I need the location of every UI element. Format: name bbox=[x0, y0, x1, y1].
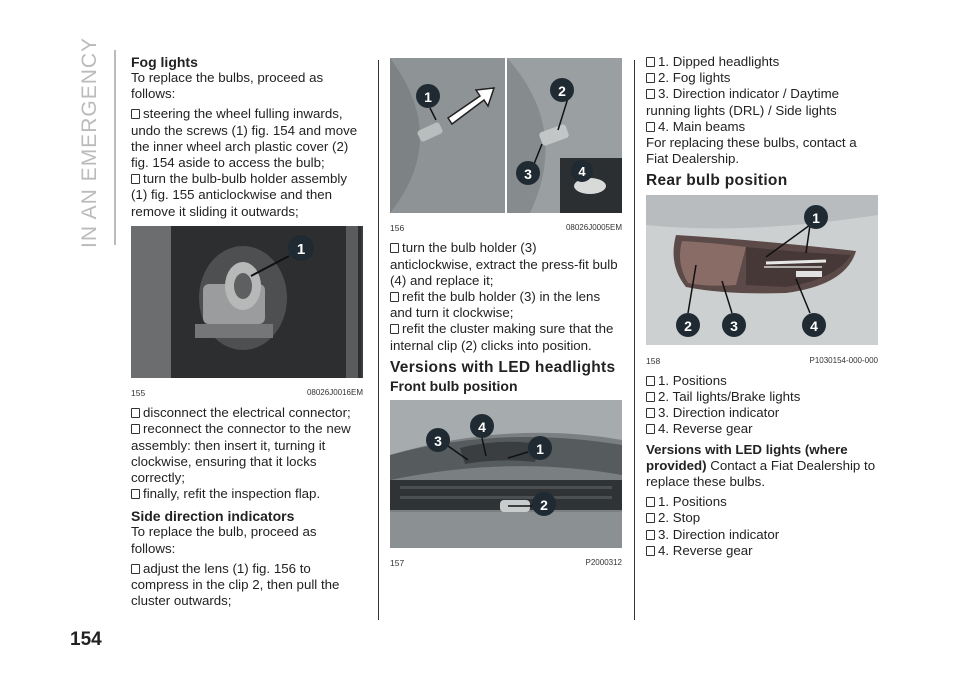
callout-2: 2 bbox=[558, 83, 566, 99]
figure-code: 08026J0005EM bbox=[565, 223, 622, 233]
side-divider bbox=[114, 50, 116, 245]
figure-158 bbox=[646, 195, 878, 368]
callout-4: 4 bbox=[478, 418, 486, 435]
side-indicators-heading: Side direction indicators bbox=[131, 508, 295, 525]
bullet-icon bbox=[646, 122, 655, 132]
figure-number: 158 bbox=[646, 355, 661, 366]
bullet-icon bbox=[390, 243, 399, 253]
bullet-icon bbox=[131, 174, 140, 184]
figure-157 bbox=[390, 400, 622, 571]
bullet-icon bbox=[646, 392, 655, 402]
section-title-text: IN AN EMERGENCY bbox=[78, 36, 101, 248]
list-item: steering the wheel fulling inwards, undo the screws (1) fig. 154 and move the inner wheel arch plastic cover (2) fig. 154 aside to access the bulb; bbox=[131, 106, 358, 171]
list-item: reconnect the connector to the new assembly: then insert it, turning it clockwise, ensuring that it locks correctly; bbox=[131, 421, 351, 486]
list-item: 1. Positions bbox=[646, 494, 878, 510]
figure-caption bbox=[390, 220, 622, 236]
figure-number: 156 bbox=[390, 223, 405, 234]
callout-4: 4 bbox=[578, 164, 586, 179]
callout-1: 1 bbox=[536, 440, 544, 457]
led-rear-paragraph bbox=[646, 442, 878, 491]
bullet-icon bbox=[131, 424, 140, 434]
page-number: 154 bbox=[70, 629, 102, 650]
list-item: refit the bulb holder (3) in the lens and turn it clockwise; bbox=[390, 289, 601, 321]
list-item: 4. Reverse gear bbox=[646, 421, 878, 437]
bullet-icon bbox=[390, 292, 399, 302]
rear-bulb-heading: Rear bulb position bbox=[646, 172, 788, 190]
list-item: turn the bulb holder (3) anticlockwise, extract the press-fit bulb (4) and replace it; bbox=[390, 240, 618, 288]
list-item: 1. Positions bbox=[646, 373, 878, 389]
column-divider bbox=[378, 60, 379, 620]
list-item: 3. Direction indicator bbox=[646, 527, 878, 543]
bullet-icon bbox=[646, 530, 655, 540]
list-item: disconnect the electrical connector; bbox=[131, 405, 363, 421]
figure-caption bbox=[390, 555, 622, 571]
callout-3: 3 bbox=[434, 432, 442, 449]
column-left bbox=[131, 54, 363, 609]
bullet-icon bbox=[646, 408, 655, 418]
front-bulb-heading: Front bulb position bbox=[390, 377, 518, 394]
bullet-icon bbox=[646, 546, 655, 556]
list-item: turn the bulb-bulb holder assembly (1) fig. 155 anticlockwise and then remove it sliding it outwards; bbox=[131, 171, 348, 219]
fog-intro: To replace the bulbs, proceed as follows: bbox=[131, 70, 324, 102]
callout-2: 2 bbox=[684, 318, 692, 335]
callout-3: 3 bbox=[730, 318, 738, 335]
callout-1: 1 bbox=[424, 89, 432, 105]
bullet-icon bbox=[646, 497, 655, 507]
fog-light-photo bbox=[131, 226, 363, 378]
side-indicator-photo bbox=[390, 58, 622, 213]
section-side-title bbox=[78, 36, 108, 248]
list-item: 2. Fog lights bbox=[646, 70, 878, 86]
figure-155 bbox=[131, 226, 363, 401]
bullet-icon bbox=[390, 324, 399, 334]
callout-1: 1 bbox=[812, 210, 820, 227]
list-item: 1. Dipped headlights bbox=[646, 54, 878, 70]
bullet-icon bbox=[131, 489, 140, 499]
figure-caption bbox=[131, 385, 363, 401]
list-item: 4. Main beams bbox=[646, 119, 878, 135]
list-item: 2. Tail lights/Brake lights bbox=[646, 389, 878, 405]
column-right bbox=[646, 54, 878, 559]
list-item: adjust the lens (1) fig. 156 to compress in the clip 2, then pull the cluster outwards; bbox=[131, 560, 340, 609]
callout-3: 3 bbox=[524, 166, 532, 182]
bullet-icon bbox=[646, 89, 655, 99]
list-item: 2. Stop bbox=[646, 510, 878, 526]
fog-lights-heading: Fog lights bbox=[131, 54, 198, 70]
bullet-icon bbox=[131, 109, 140, 119]
side-intro: To replace the bulb, proceed as follows: bbox=[131, 524, 317, 556]
led-rear-text: Contact a Fiat Dealership to replace these bulbs. bbox=[646, 457, 876, 490]
bullet-icon bbox=[646, 424, 655, 434]
figure-code: 08026J0016EM bbox=[306, 388, 363, 398]
bullet-icon bbox=[131, 564, 140, 574]
bullet-icon bbox=[646, 513, 655, 523]
list-item: 4. Reverse gear bbox=[646, 543, 878, 559]
figure-code: P2000312 bbox=[585, 558, 622, 568]
figure-number: 157 bbox=[390, 558, 405, 569]
callout-2: 2 bbox=[540, 496, 548, 513]
figure-code: P1030154-000-000 bbox=[809, 355, 878, 365]
list-item: refit the cluster making sure that the internal clip (2) clicks into position. bbox=[390, 321, 614, 353]
list-item: 3. Direction indicator bbox=[646, 405, 878, 421]
figure-number: 155 bbox=[131, 388, 146, 399]
list-item: finally, refit the inspection flap. bbox=[131, 486, 363, 502]
figure-caption bbox=[646, 353, 878, 369]
bullet-icon bbox=[646, 73, 655, 83]
bullet-icon bbox=[646, 57, 655, 67]
callout-4: 4 bbox=[810, 318, 818, 335]
bullet-icon bbox=[131, 408, 140, 418]
rear-lights-photo bbox=[646, 195, 878, 345]
bullet-icon bbox=[646, 376, 655, 386]
column-divider bbox=[634, 60, 635, 620]
callout-1: 1 bbox=[296, 240, 306, 258]
figure-156 bbox=[390, 58, 622, 236]
column-middle bbox=[390, 58, 622, 575]
front-lights-photo bbox=[390, 400, 622, 548]
front-note: For replacing these bulbs, contact a Fiat Dealership. bbox=[646, 135, 857, 167]
led-headlights-heading: Versions with LED headlights bbox=[390, 358, 616, 376]
led-rear-heading: Versions with LED lights (where provided) bbox=[646, 441, 848, 473]
list-item: 3. Direction indicator / Daytime running lights (DRL) / Side lights bbox=[646, 86, 840, 118]
